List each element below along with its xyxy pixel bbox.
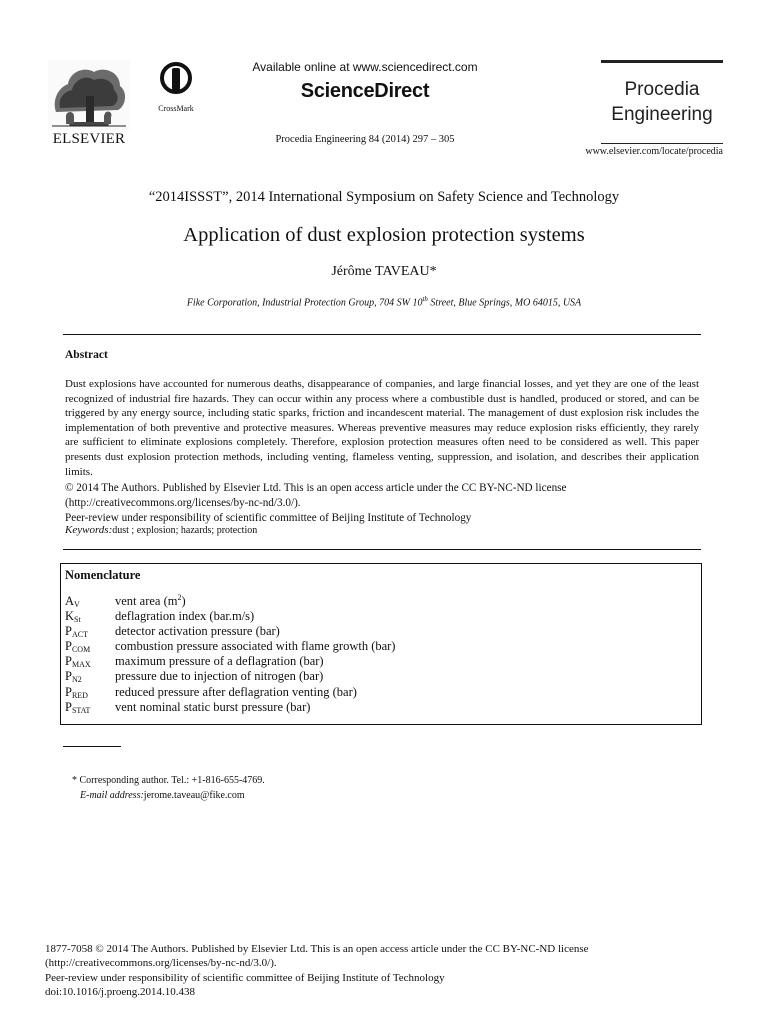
divider-bottom [63, 549, 701, 550]
abstract-text: Dust explosions have accounted for numerous deaths, disappearance of companies, and large financial losses, and yet they are one of the least recognized of industrial fire hazards. They can occur within any process where a combustible dust is handled, produced or stored, and can be triggered by any energy source, including static sparks, friction and incandescent material. The management of dust explosion risk includes the implementation of both preventive and protective measures. Whereas preventive measures may reduce explosion risks efficiently, they rarely are sufficient to eliminate explosions completely. Therefore, explosion protection measures often need to be considered as well. This paper presents dust explosion protection methods, including venting, flameless venting, suppression, and isolation, and describes their application limits. [65, 378, 699, 478]
available-online-text: Available online at www.sciencedirect.com [252, 60, 478, 74]
definition-end: ) [181, 594, 186, 608]
footer-peer-review: Peer-review under responsibility of scientific committee of Beijing Institute of Technology [45, 971, 445, 984]
sciencedirect-wordmark: ScienceDirect [300, 80, 430, 102]
license-line: © 2014 The Authors. Published by Elsevier Ltd. This is an open access article under the CC BY-NC-ND license [65, 482, 567, 494]
nomenclature-row [65, 654, 395, 669]
nomenclature-box [60, 563, 702, 725]
peer-review-statement: Peer-review under responsibility of scientific committee of Beijing Institute of Technology [65, 511, 472, 524]
nomenclature-heading: Nomenclature [65, 568, 141, 582]
page-footer [45, 942, 705, 999]
symbol-letter: A [65, 594, 75, 608]
nomenclature-definition [115, 624, 280, 639]
affiliation-superscript: th [422, 295, 428, 303]
divider-top [63, 334, 701, 335]
publisher-name: ELSEVIER [52, 131, 126, 147]
nomenclature-row [65, 609, 395, 624]
author-name: Jérôme TAVEAU* [331, 264, 437, 279]
crossmark-label: CrossMark [158, 104, 194, 113]
symbol-subscript: RED [71, 690, 88, 700]
definition-text: combustion pressure associated with flame growth (bar) [115, 639, 396, 654]
nomenclature-row [65, 685, 395, 700]
abstract-heading: Abstract [65, 349, 108, 361]
paper-title: Application of dust explosion protection systems [183, 224, 585, 246]
nomenclature-row [65, 700, 395, 715]
license-statement [65, 481, 705, 525]
nomenclature-row [65, 594, 395, 609]
symbol-subscript: St [74, 615, 81, 625]
nomenclature-symbol [65, 609, 115, 624]
definition-text: vent area (m [115, 594, 178, 608]
definition-text: deflagration index (bar.m/s) [115, 609, 255, 624]
author-email [80, 790, 245, 801]
journal-name [601, 77, 723, 127]
definition-text: reduced pressure after deflagration venting (bar) [115, 684, 357, 699]
keywords-list: dust ; explosion; hazards; protection [112, 525, 258, 536]
symbol-letter: P [65, 624, 72, 639]
symbol-letter: K [65, 609, 75, 624]
symbol-subscript: MAX [71, 660, 91, 670]
definition-text: detector activation pressure (bar) [115, 624, 280, 639]
symbol-letter: P [65, 654, 72, 669]
journal-url-link[interactable]: www.elsevier.com/locate/procedia [585, 146, 723, 157]
journal-reference: Procedia Engineering 84 (2014) 297 – 305 [275, 134, 455, 145]
nomenclature-definition [115, 700, 310, 715]
symbol-letter: P [65, 699, 72, 714]
license-link[interactable]: (http://creativecommons.org/licenses/by-nc-nd/3.0/). [65, 496, 301, 509]
nomenclature-symbol [65, 685, 115, 700]
symbol-subscript: ACT [71, 630, 88, 640]
corresponding-author-note: * Corresponding author. Tel.: +1-816-655-4769. [72, 775, 265, 786]
nomenclature-symbol [65, 700, 115, 715]
nomenclature-definition [115, 654, 324, 669]
nomenclature-definition [115, 594, 186, 609]
author-affiliation [40, 295, 728, 308]
keywords [65, 524, 257, 536]
footer-doi[interactable]: doi:10.1016/j.proeng.2014.10.438 [45, 985, 196, 998]
nomenclature-symbol [65, 624, 115, 639]
footnote-rule [63, 746, 121, 747]
nomenclature-symbol [65, 669, 115, 684]
nomenclature-row [65, 624, 395, 639]
symbol-subscript: N2 [71, 675, 82, 685]
keywords-label: Keywords: [65, 524, 113, 536]
nomenclature-list [65, 594, 395, 715]
nomenclature-symbol [65, 594, 115, 609]
nomenclature-symbol [65, 639, 115, 654]
journal-name-line2: Engineering [611, 104, 713, 125]
email-address[interactable]: jerome.taveau@fike.com [143, 790, 245, 801]
journal-name-box [601, 60, 723, 144]
symbol-letter: P [65, 684, 72, 699]
definition-text: pressure due to injection of nitrogen (bar) [115, 669, 324, 684]
journal-name-line1: Procedia [624, 79, 700, 100]
footer-license-link[interactable]: (http://creativecommons.org/licenses/by-nc-nd/3.0/). [45, 957, 277, 970]
symbol-letter: P [65, 639, 72, 654]
crossmark-badge[interactable] [156, 62, 196, 113]
symbol-letter: P [65, 669, 72, 684]
affiliation-part2: Street, Blue Springs, MO 64015, USA [427, 297, 582, 309]
footer-license: 1877-7058 © 2014 The Authors. Published by Elsevier Ltd. This is an open access article under the CC BY-NC-ND license [45, 943, 589, 955]
symbol-subscript: COM [71, 645, 91, 655]
symbol-subscript: STAT [71, 705, 91, 715]
nomenclature-definition [115, 685, 357, 700]
definition-text: maximum pressure of a deflagration (bar) [115, 654, 324, 669]
crossmark-icon [160, 62, 192, 98]
nomenclature-symbol [65, 654, 115, 669]
definition-text: vent nominal static burst pressure (bar) [115, 699, 311, 714]
symbol-subscript: V [74, 600, 80, 609]
affiliation-part1: Fike Corporation, Industrial Protection Group, 704 SW 10 [186, 297, 423, 309]
nomenclature-definition [115, 609, 254, 624]
nomenclature-definition [115, 639, 395, 654]
definition-superscript: 2 [177, 593, 182, 602]
email-label: E-mail address: [80, 790, 144, 801]
symposium-title: “2014ISSST”, 2014 International Symposium on Safety Science and Technology [148, 189, 620, 205]
nomenclature-row [65, 669, 395, 684]
nomenclature-definition [115, 669, 323, 684]
nomenclature-row [65, 639, 395, 654]
